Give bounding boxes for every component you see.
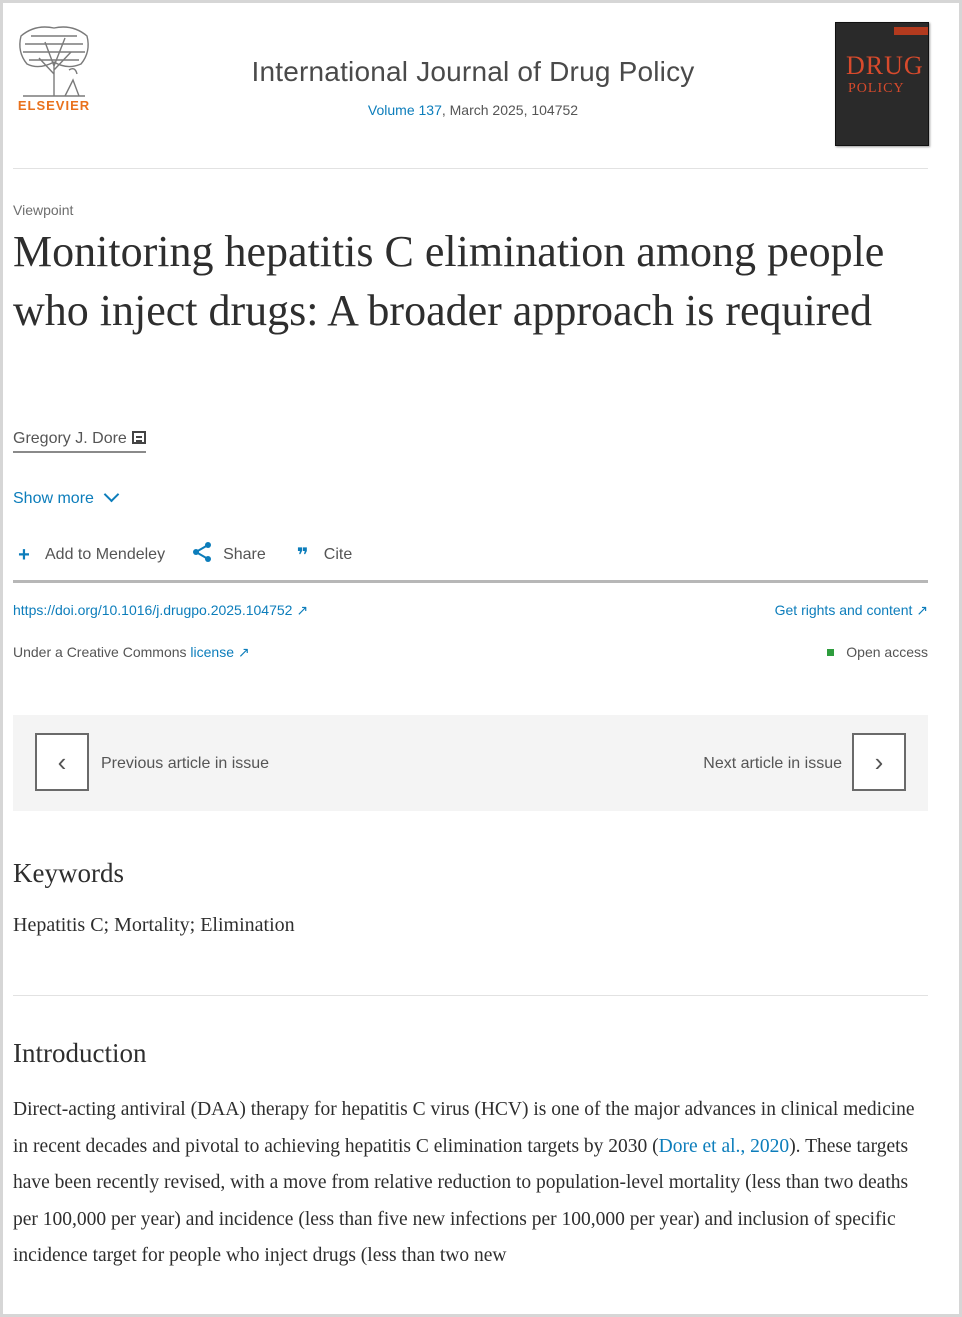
elsevier-wordmark: ELSEVIER — [17, 98, 91, 113]
issue-date: , March 2025, 104752 — [441, 102, 579, 118]
rights-link[interactable]: Get rights and content ↗ — [774, 602, 928, 618]
add-to-mendeley-button[interactable] — [13, 544, 165, 567]
keywords-divider — [13, 995, 928, 996]
open-access-badge — [827, 644, 928, 660]
license-info — [13, 644, 250, 661]
email-icon[interactable] — [132, 431, 146, 444]
previous-article-link[interactable]: Previous article in issue — [101, 755, 270, 772]
header-divider — [13, 168, 928, 169]
next-article-link[interactable]: Next article in issue — [703, 755, 842, 772]
author-link[interactable] — [13, 430, 146, 453]
introduction-paragraph — [13, 1092, 923, 1275]
issue-navigation — [13, 715, 928, 811]
keywords-list: Hepatitis C; Mortality; Elimination — [13, 914, 295, 936]
intro-text-start: Direct-acting antiviral (DAA) therapy for hepatitis C virus (HCV) is one of the major advances in clinical medicine in recent decades and pivotal to achieving hepatitis C elimination targets by 2030 ( — [13, 1099, 915, 1157]
cover-title-line2: POLICY — [848, 81, 905, 96]
chevron-right-icon: › — [874, 746, 884, 777]
share-icon — [191, 541, 213, 569]
introduction-heading: Introduction — [13, 1038, 147, 1068]
chevron-down-icon — [104, 487, 120, 503]
cite-label: Cite — [323, 546, 353, 563]
cover-title-line1: DRUG — [846, 51, 924, 80]
author-name: Gregory J. Dore — [13, 430, 127, 447]
share-button[interactable] — [191, 541, 266, 569]
chevron-left-icon: ‹ — [57, 746, 67, 777]
next-article-button[interactable] — [852, 733, 906, 791]
toolbar-divider — [13, 580, 928, 583]
license-prefix: Under a Creative Commons — [13, 644, 191, 660]
mendeley-label: Add to Mendeley — [45, 546, 166, 563]
show-more-label: Show more — [13, 490, 94, 507]
elsevier-tree-icon — [15, 22, 93, 98]
cover-accent-bar — [894, 27, 928, 35]
plus-icon: + — [18, 543, 30, 566]
journal-cover-image[interactable] — [835, 22, 929, 146]
cite-button[interactable] — [292, 543, 352, 568]
license-link[interactable]: license ↗ — [190, 644, 250, 660]
journal-issue-info — [213, 102, 733, 118]
journal-title-link[interactable]: International Journal of Drug Policy — [251, 56, 695, 87]
volume-link[interactable]: Volume 137 — [367, 102, 442, 118]
quote-icon: ❞ — [296, 544, 309, 567]
article-type-label: Viewpoint — [13, 202, 74, 218]
open-access-label: Open access — [846, 644, 928, 660]
share-label: Share — [223, 546, 266, 563]
article-toolbar — [13, 542, 378, 568]
elsevier-logo[interactable] — [13, 22, 95, 114]
keywords-heading: Keywords — [13, 858, 124, 888]
previous-article-button[interactable] — [35, 733, 89, 791]
citation-link[interactable]: Dore et al., 2020 — [658, 1135, 790, 1157]
show-more-button[interactable] — [13, 489, 117, 508]
article-title: Monitoring hepatitis C elimination among people who inject drugs: A broader approach is required — [13, 227, 885, 335]
doi-link[interactable]: https://doi.org/10.1016/j.drugpo.2025.104752 ↗ — [13, 602, 309, 618]
intro-text-end: ). These targets have been recently revised, with a move from relative reduction to population-level mortality (less than two deaths per 100,000 per year) and incidence (less than five new infections per 100,000 per year) and inclusion of specific incidence target for people who inject drugs (less than two new — [13, 1135, 909, 1266]
open-access-dot-icon — [827, 649, 834, 656]
